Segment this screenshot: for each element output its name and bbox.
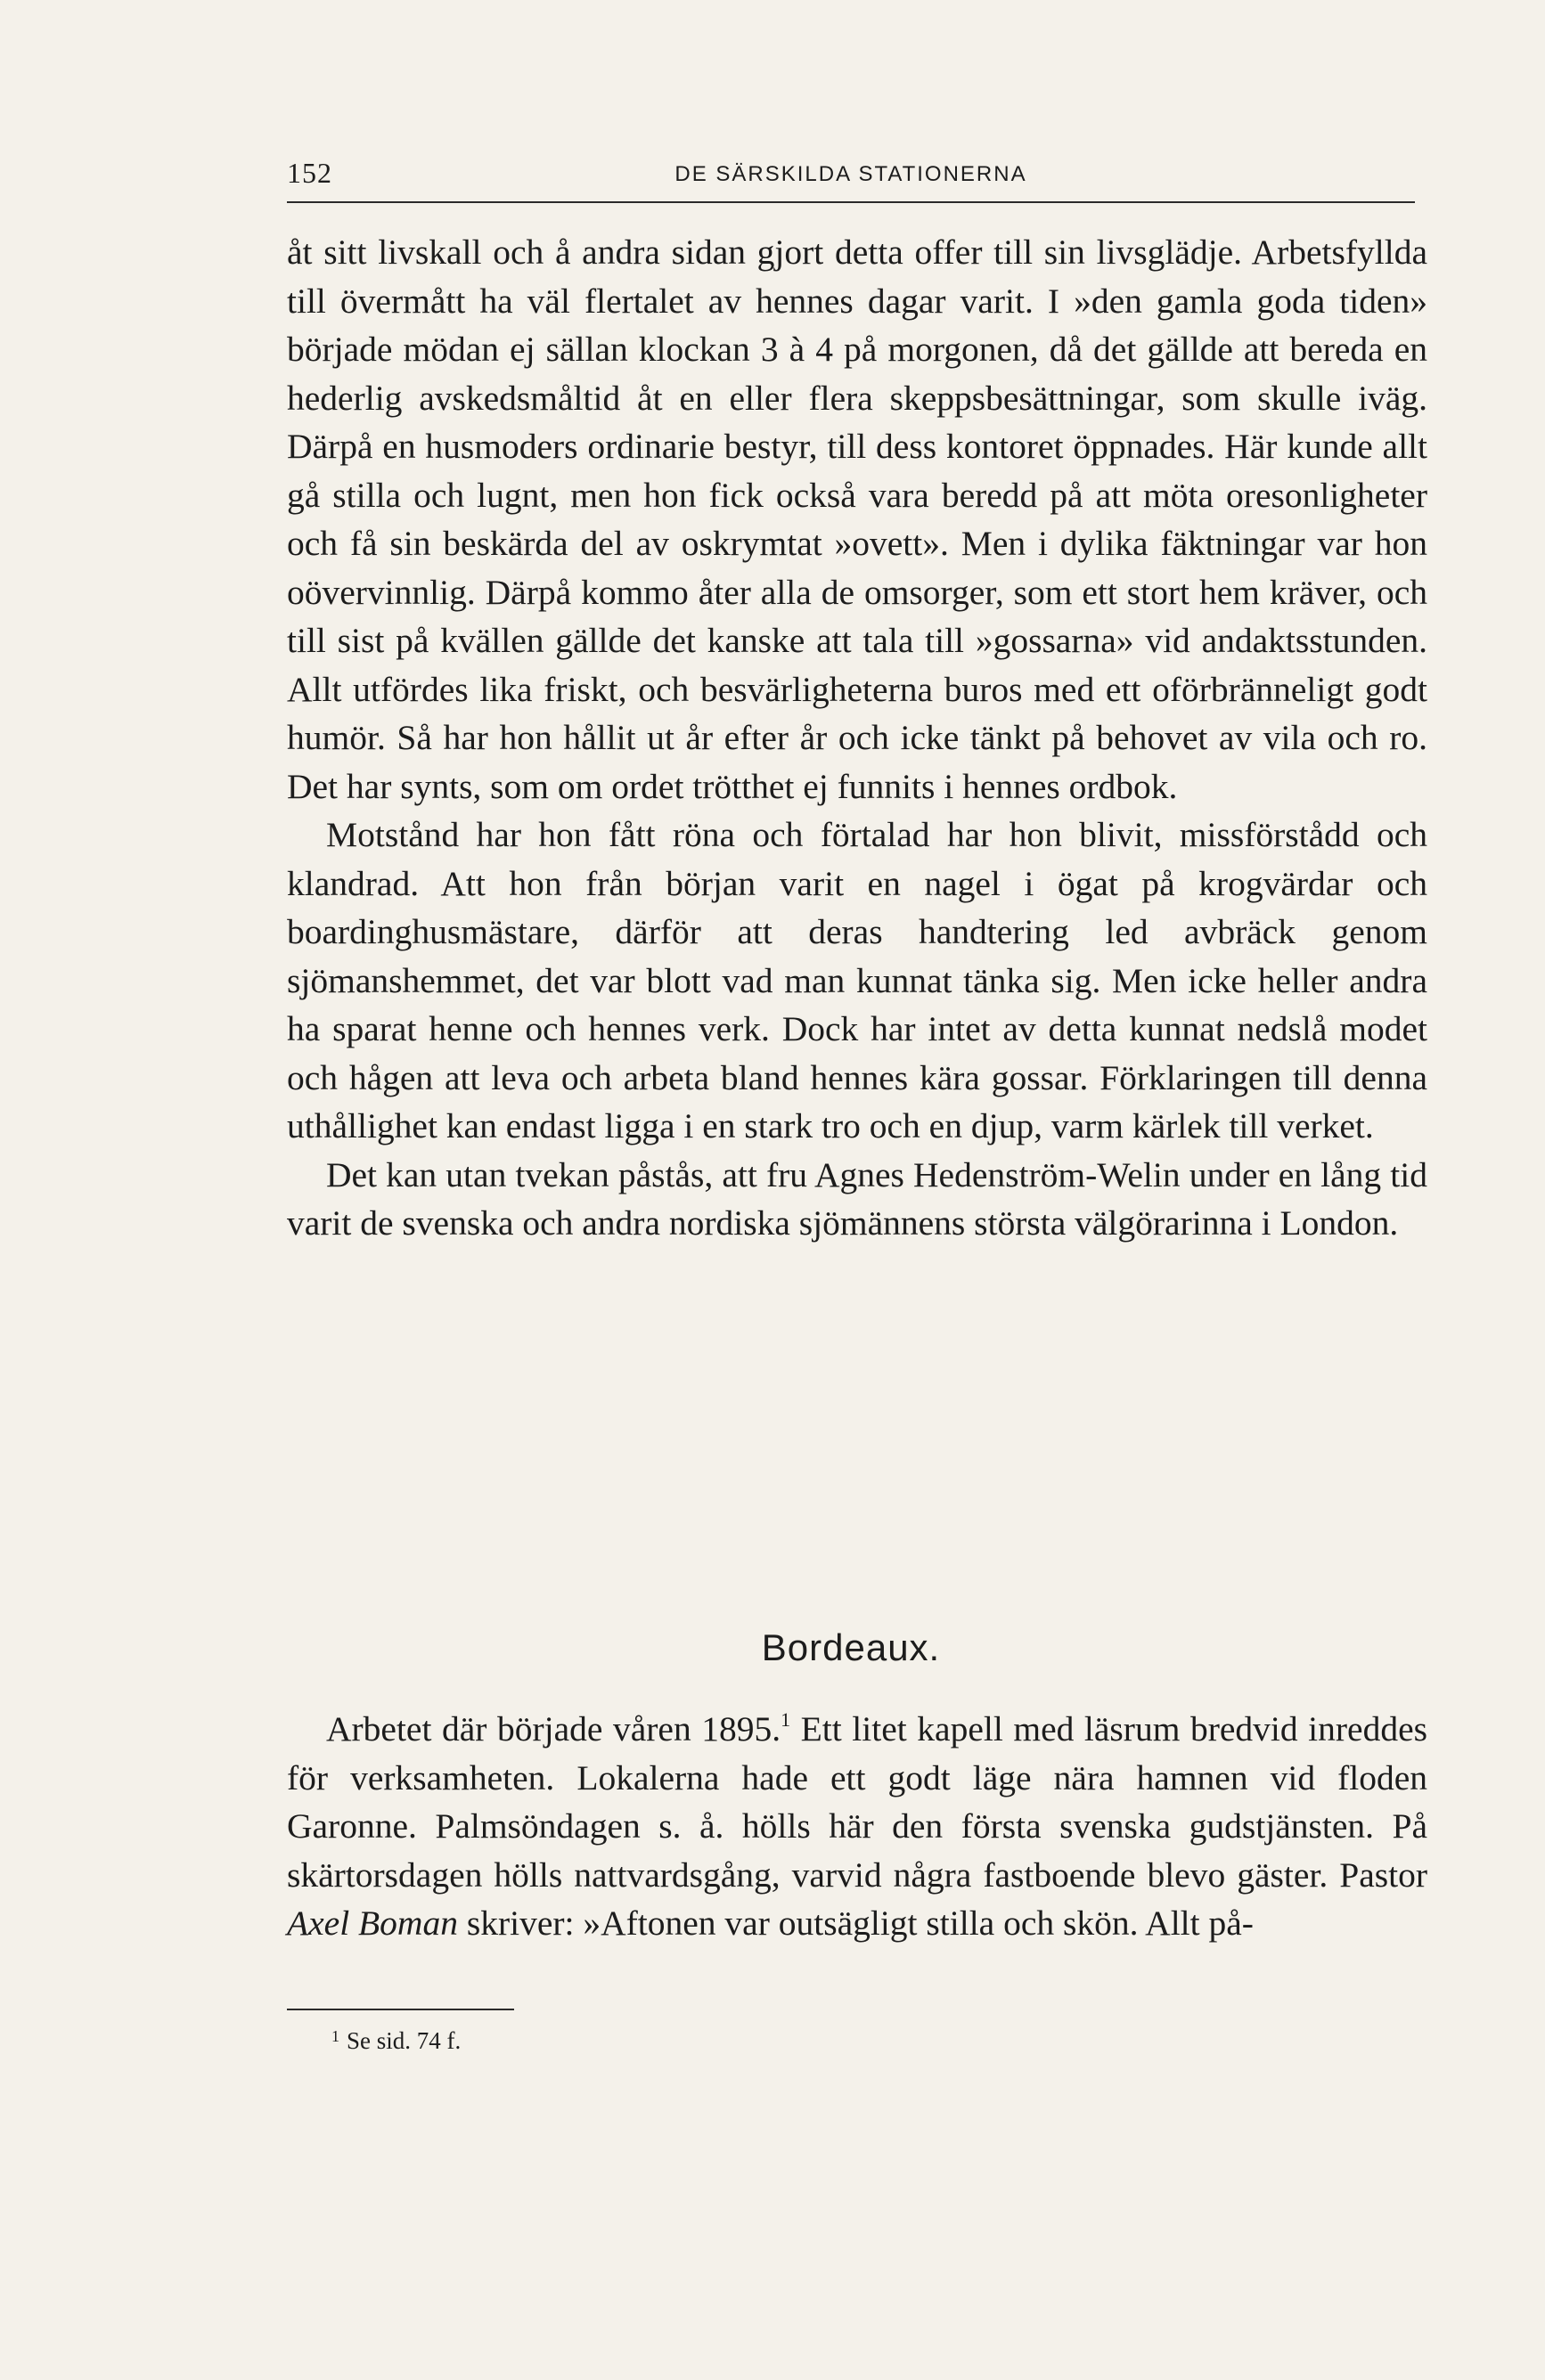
person-name: Axel Boman [287,1903,458,1943]
section-heading: Bordeaux. [761,1626,941,1668]
section-text [287,1705,1427,1948]
paragraph [287,1705,1427,1948]
running-title: DE SÄRSKILDA STATIONERNA [674,162,1027,186]
footnote-marker: 1 [331,2027,339,2045]
paragraph-text: Arbetet där började våren 1895. [326,1709,781,1748]
running-header [287,157,1415,196]
paragraph: Motstånd har hon fått röna och förtalad har hon blivit, missförstådd och klandrad. Att hon från början varit en nagel i ögat på krogvärdar och boardinghusmästare, därför att deras handtering led avbräck genom sjömanshemmet, det var blott vad man kunnat tänka sig. Men icke heller andra ha sparat henne och hennes verk. Dock har intet av detta kunnat nedslå modet och hågen att leva och arbeta bland hennes kära gossar. Förklaringen till denna uthållighet kan endast ligga i en stark tro och en djup, varm kärlek till verket. [287,815,1427,1145]
paragraph-text: Ett litet kapell med läsrum bredvid inreddes för verksamheten. Lokalerna hade ett godt läge nära hamnen vid floden Garonne. Palmsöndagen s. å. hölls här den första svenska gudstjänsten. På skärtorsdagen hölls nattvardsgång, varvid några fastboende blevo gäster. Pastor [287,1709,1427,1895]
paragraph: Det kan utan tvekan påstås, att fru Agnes Hedenström-Welin under en lång tid varit de svenska och andra nordiska sjömännens största välgörarinna i London. [287,1154,1427,1243]
footnote-text: Se sid. 74 f. [347,2027,462,2054]
footnote-reference[interactable]: 1 [781,1708,791,1731]
page-number: 152 [287,157,332,189]
paragraph: åt sitt livskall och å andra sidan gjort detta offer till sin livsglädje. Arbetsfyllda till övermått ha väl flertalet av hennes dagar varit. I »den gamla goda tiden» började mödan ej sällan klockan 3 à 4 på morgonen, då det gällde att bereda en hederlig avskedsmåltid åt en eller flera skeppsbesättningar, som skulle iväg. Därpå en husmoders ordinarie bestyr, till dess kontoret öppnades. Här kunde allt gå stilla och lugnt, men hon fick också vara beredd på att möta oresonligheter och få sin beskärda del av oskrymtat »ovett». Men i dylika fäktningar var hon oövervinnlig. Därpå kommo åter alla de omsorger, som ett stort hem kräver, och till sist på kvällen gällde det kanske att tala till »gossarna» vid andaktsstunden. Allt utfördes lika friskt, och besvärligheterna buros med ett oförbränneligt godt humör. Så har hon hållit ut år efter år och icke tänkt på behovet av vila och ro. Det har synts, som om ordet trötthet ej funnits i hennes ordbok. [287,232,1427,806]
body-text [287,228,1427,1248]
paragraph-text: skriver: »Aftonen var outsägligt stilla och skön. Allt på- [457,1903,1254,1943]
footnote [331,2027,461,2055]
header-rule [287,201,1415,203]
footnote-rule [287,2009,514,2010]
